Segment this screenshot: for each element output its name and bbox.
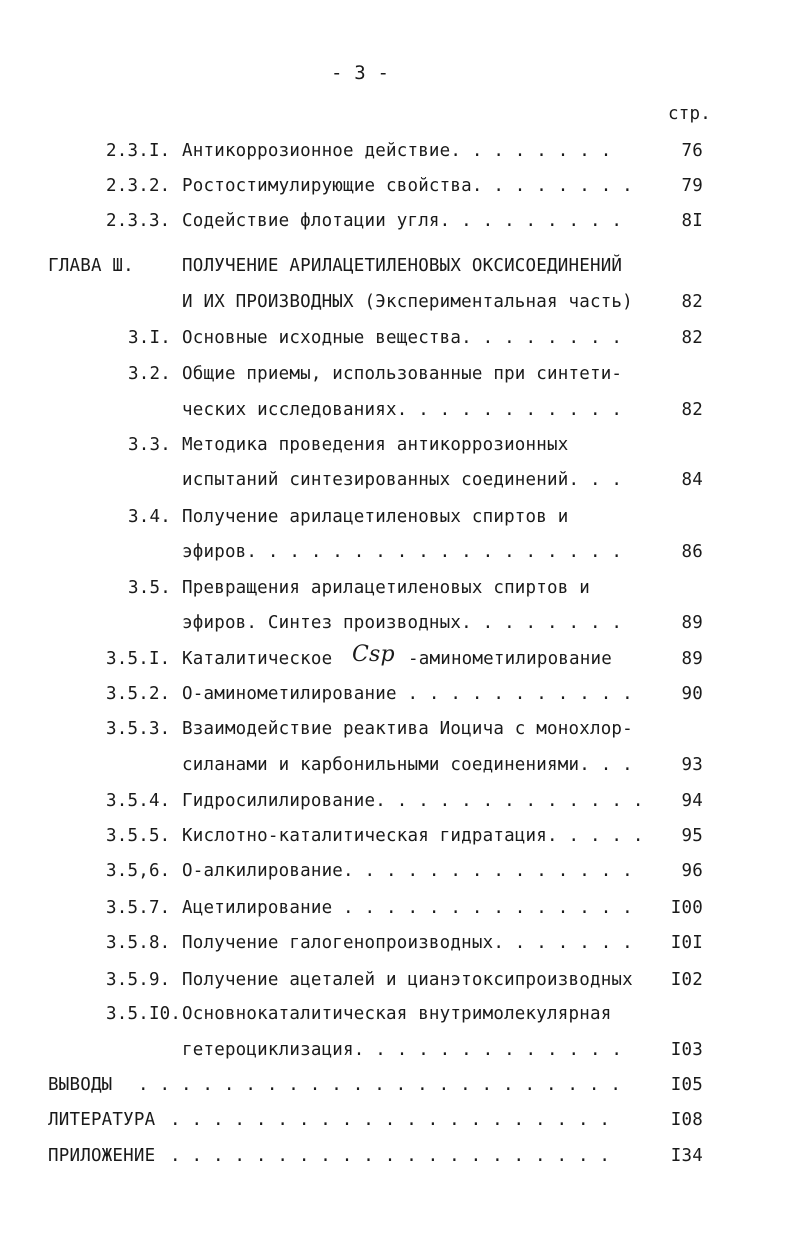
toc-entry-title: Превращения арилацетиленовых спиртов и [182, 578, 590, 598]
toc-entry-page: 94 [681, 791, 703, 811]
toc-entry-page: 82 [681, 328, 703, 348]
toc-entry-number: 3.5.9. [106, 970, 171, 990]
toc-entry-page: I02 [670, 970, 703, 990]
toc-entry-title: Основные исходные вещества. . . . . . . . [182, 328, 623, 348]
toc-entry-title: Ростостимулирующие свойства. . . . . . . . [182, 176, 633, 196]
toc-entry-page: 95 [681, 826, 703, 846]
section-label-appendix: ПРИЛОЖЕНИЕ [48, 1146, 156, 1166]
toc-entry-page: I03 [670, 1040, 703, 1060]
toc-entry-number: 2.3.3. [106, 211, 171, 231]
toc-entry-number: 3.5.4. [106, 791, 171, 811]
page-column-header: стр. [668, 104, 711, 124]
toc-entry-title-cont: ческих исследованиях. . . . . . . . . . . [182, 400, 623, 420]
toc-entry-title: Методика проведения антикоррозионных [182, 435, 569, 455]
toc-entry-number: 3.5.I. [106, 649, 171, 669]
toc-entry-page: 89 [681, 649, 703, 669]
toc-entry-title: Кислотно-каталитическая гидратация. . . . . [182, 826, 644, 846]
toc-entry-number: 2.3.2. [106, 176, 171, 196]
toc-entry-number: 3.5.8. [106, 933, 171, 953]
toc-entry-title: Содействие флотации угля. . . . . . . . . [182, 211, 623, 231]
section-label-conclusions: ВЫВОДЫ [48, 1075, 113, 1095]
toc-entry-number: 3.5.2. [106, 684, 171, 704]
toc-entry-page: I34 [670, 1146, 703, 1166]
toc-entry-page: 79 [681, 176, 703, 196]
toc-entry-title: Антикоррозионное действие. . . . . . . . [182, 141, 612, 161]
toc-entry-number: 3.4. [128, 507, 171, 527]
toc-entry-title: О-алкилирование. . . . . . . . . . . . . . [182, 861, 633, 881]
toc-entry-page: 84 [681, 470, 703, 490]
leader-dots: . . . . . . . . . . . . . . . . . . . . . [170, 1110, 611, 1130]
toc-entry-number: 3.5.5. [106, 826, 171, 846]
toc-entry-number: 3.5. [128, 578, 171, 598]
chapter-title: ПОЛУЧЕНИЕ АРИЛАЦЕТИЛЕНОВЫХ ОКСИСОЕДИНЕНИЙ [182, 256, 623, 276]
toc-entry-title: О-аминометилирование . . . . . . . . . . . [182, 684, 633, 704]
toc-entry-title: Получение ацеталей и цианэтоксипроизводных [182, 970, 633, 990]
toc-entry-number: 3.3. [128, 435, 171, 455]
toc-entry-title: Общие приемы, использованные при синтети- [182, 364, 623, 384]
toc-entry-title: Получение арилацетиленовых спиртов и [182, 507, 569, 527]
toc-entry-number: 3.5.3. [106, 719, 171, 739]
toc-entry-page: I0I [670, 933, 703, 953]
toc-entry-title-cont: гетероциклизация. . . . . . . . . . . . . [182, 1040, 623, 1060]
toc-entry-title: Взаимодействие реактива Иоцича с монохлор- [182, 719, 633, 739]
toc-entry-title-cont: эфиров. Синтез производных. . . . . . . . [182, 613, 623, 633]
toc-entry-title-suffix: -аминометилирование [408, 649, 612, 669]
toc-entry-page: 82 [681, 400, 703, 420]
leader-dots: . . . . . . . . . . . . . . . . . . . . . [170, 1146, 611, 1166]
toc-entry-page: 82 [681, 292, 703, 312]
toc-entry-page: 93 [681, 755, 703, 775]
toc-entry-page: 86 [681, 542, 703, 562]
toc-entry-page: I00 [670, 898, 703, 918]
toc-entry-title: Получение галогенопроизводных. . . . . . . [182, 933, 633, 953]
toc-entry-number: 3.I. [128, 328, 171, 348]
toc-entry-title-cont: испытаний синтезированных соединений. . . [182, 470, 623, 490]
toc-entry-page: I05 [670, 1075, 703, 1095]
chapter-title-cont: И ИХ ПРОИЗВОДНЫХ (Экспериментальная часть) [182, 292, 633, 312]
toc-entry-title: Ацетилирование . . . . . . . . . . . . . . [182, 898, 633, 918]
toc-entry-title-cont: силанами и карбонильными соединениями. . . [182, 755, 633, 775]
section-label-literature: ЛИТЕРАТУРА [48, 1110, 156, 1130]
leader-dots: . . . . . . . . . . . . . . . . . . . . . . . [138, 1075, 622, 1095]
chapter-label: ГЛАВА Ш. [48, 256, 134, 276]
toc-entry-title: Гидросилилирование. . . . . . . . . . . . . [182, 791, 644, 811]
toc-entry-title: Основнокаталитическая внутримолекулярная [182, 1004, 612, 1024]
toc-entry-number: 2.3.I. [106, 141, 171, 161]
toc-entry-number: 3.2. [128, 364, 171, 384]
page-number: - 3 - [331, 62, 390, 84]
toc-entry-page: 96 [681, 861, 703, 881]
toc-entry-page: 8I [681, 211, 703, 231]
toc-entry-page: I08 [670, 1110, 703, 1130]
csp-symbol: Csp [352, 642, 395, 667]
toc-entry-title: Каталитическое [182, 649, 333, 669]
toc-entry-page: 89 [681, 613, 703, 633]
toc-entry-number: 3.5.I0. [106, 1004, 182, 1024]
toc-entry-number: 3.5,6. [106, 861, 171, 881]
toc-entry-title-cont: эфиров. . . . . . . . . . . . . . . . . . [182, 542, 623, 562]
toc-entry-page: 76 [681, 141, 703, 161]
toc-entry-number: 3.5.7. [106, 898, 171, 918]
toc-entry-page: 90 [681, 684, 703, 704]
